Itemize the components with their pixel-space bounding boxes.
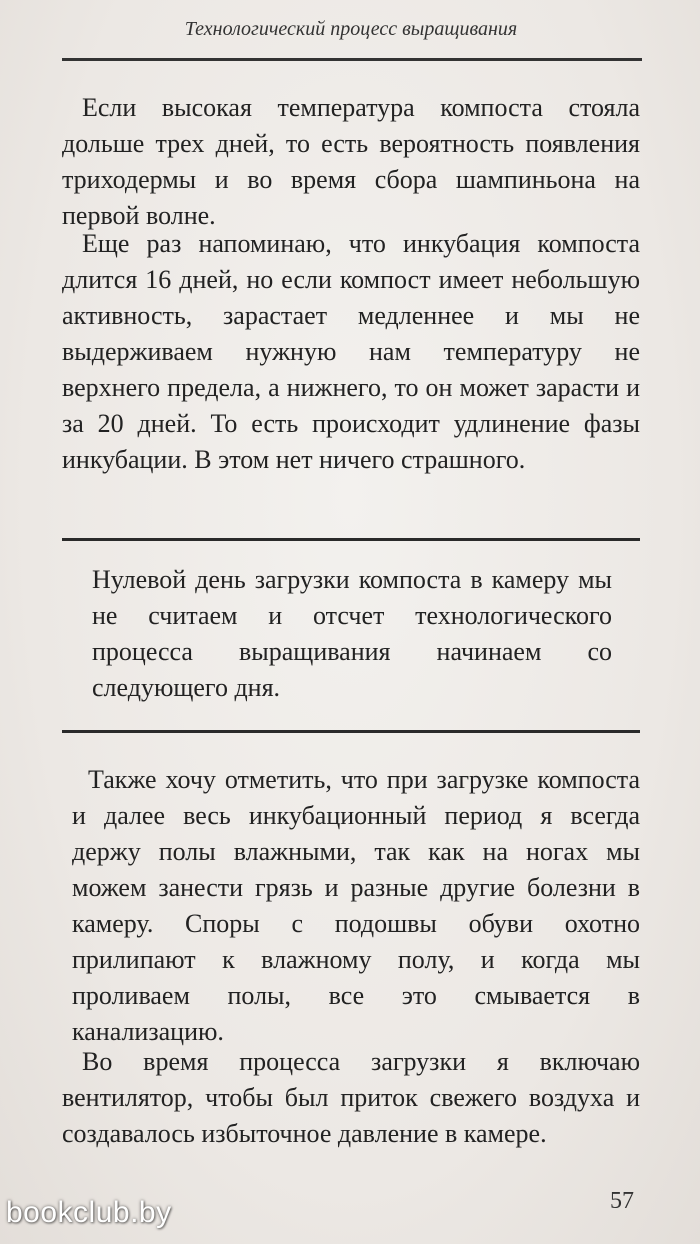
note-bottom-rule bbox=[62, 730, 640, 733]
note-top-rule bbox=[62, 538, 640, 541]
boxed-note: Нулевой день загрузки компоста в камеру мы не считаем и отсчет технологического процесса выращивания начинаем со следующего дня. bbox=[92, 565, 612, 702]
header-rule bbox=[62, 58, 642, 61]
paragraph-1: Если высокая температура компоста стояла дольше трех дней, то есть вероятность появления триходермы и во время сбора шампиньона на первой волне. bbox=[62, 93, 640, 230]
watermark: bookclub.by bbox=[6, 1196, 172, 1229]
running-head: Технологический процесс выращивания bbox=[184, 18, 518, 40]
paragraph-3: Также хочу отметить, что при загрузке компоста и далее весь инкубационный период я всегда держу полы влажными, так как на ногах мы можем занести грязь и разные другие болезни в камеру. Споры с подошвы обуви охотно прилипают к влажному полу, и когда мы проливаем полы, все это смывается в канализацию. bbox=[72, 765, 640, 1046]
page-number: 57 bbox=[610, 1188, 634, 1214]
paragraph-4: Во время процесса загрузки я включаю вентилятор, чтобы был приток свежего воздуха и создавалось избыточное давление в камере. bbox=[62, 1047, 640, 1148]
paragraph-2: Еще раз напоминаю, что инкубация компоста длится 16 дней, но если компост имеет небольшую активность, зарастает медленнее и мы не выдерживаем нужную нам температуру не верхнего предела, а нижнего, то он может зарасти и за 20 дней. То есть происходит удлинение фазы инкубации. В этом нет ничего страшного. bbox=[62, 229, 640, 474]
